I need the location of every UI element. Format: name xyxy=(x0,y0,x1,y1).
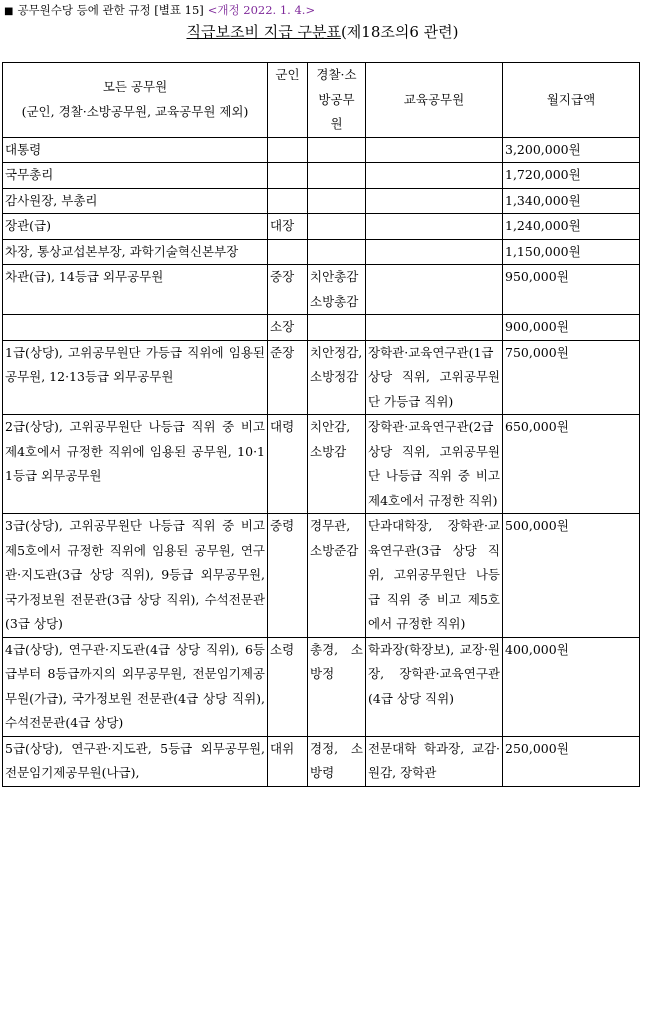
cell-monthly-amount: 900,000원 xyxy=(503,315,640,341)
col-header-military: 군인 xyxy=(268,63,308,138)
cell-monthly-amount: 750,000원 xyxy=(503,340,640,415)
cell-military xyxy=(268,163,308,189)
cell-police-fire: 경정, 소방령 xyxy=(308,736,366,786)
col-header-monthly-amount: 월지급액 xyxy=(503,63,640,138)
table-row xyxy=(3,315,640,341)
cell-military: 소령 xyxy=(268,637,308,736)
cell-all-officials: 2급(상당), 고위공무원단 나등급 직위 중 비고 제4호에서 규정한 직위에 임용된 공무원, 10·11등급 외무공무원 xyxy=(3,415,268,514)
cell-monthly-amount: 3,200,000원 xyxy=(503,137,640,163)
cell-military xyxy=(268,137,308,163)
cell-education: 전문대학 학과장, 교감·원감, 장학관 xyxy=(366,736,503,786)
cell-education: 장학관·교육연구관(1급 상당 직위, 고위공무원단 가등급 직위) xyxy=(366,340,503,415)
cell-education: 학과장(학장보), 교장·원장, 장학관·교육연구관(4급 상당 직위) xyxy=(366,637,503,736)
cell-police-fire: 치안총감 소방총감 xyxy=(308,265,366,315)
table-row xyxy=(3,637,640,736)
cell-all-officials: 국무총리 xyxy=(3,163,268,189)
page-title xyxy=(0,22,645,42)
col-header-education: 교육공무원 xyxy=(366,63,503,138)
cell-education xyxy=(366,315,503,341)
cell-police-fire xyxy=(308,315,366,341)
table-row xyxy=(3,514,640,638)
regulation-header xyxy=(4,2,315,20)
table-header-row xyxy=(3,63,640,138)
cell-police-fire xyxy=(308,214,366,240)
cell-all-officials: 감사원장, 부총리 xyxy=(3,188,268,214)
cell-police-fire: 경무관, 소방준감 xyxy=(308,514,366,638)
cell-military xyxy=(268,239,308,265)
cell-military: 대장 xyxy=(268,214,308,240)
cell-monthly-amount: 1,720,000원 xyxy=(503,163,640,189)
table-row xyxy=(3,137,640,163)
cell-education xyxy=(366,163,503,189)
cell-police-fire: 치안감, 소방감 xyxy=(308,415,366,514)
regulation-reference: 공무원수당 등에 관한 규정 [별표 15] xyxy=(17,3,204,17)
cell-monthly-amount: 950,000원 xyxy=(503,265,640,315)
table-row xyxy=(3,214,640,240)
cell-education xyxy=(366,265,503,315)
cell-monthly-amount: 1,150,000원 xyxy=(503,239,640,265)
cell-monthly-amount: 500,000원 xyxy=(503,514,640,638)
cell-military: 중령 xyxy=(268,514,308,638)
col-header-all-line2: (군인, 경찰·소방공무원, 교육공무원 제외) xyxy=(21,103,249,119)
title-sub: (제18조의6 관련) xyxy=(340,23,459,41)
table-row xyxy=(3,415,640,514)
cell-police-fire xyxy=(308,137,366,163)
cell-military: 소장 xyxy=(268,315,308,341)
cell-monthly-amount: 1,340,000원 xyxy=(503,188,640,214)
table-row xyxy=(3,340,640,415)
table-row xyxy=(3,163,640,189)
col-header-all-officials xyxy=(3,63,268,138)
cell-military: 대위 xyxy=(268,736,308,786)
cell-education xyxy=(366,214,503,240)
cell-education: 단과대학장, 장학관·교육연구관(3급 상당 직위, 고위공무원단 나등급 직위 중 비고 제5호에서 규정한 직위) xyxy=(366,514,503,638)
cell-monthly-amount: 650,000원 xyxy=(503,415,640,514)
cell-police-fire xyxy=(308,188,366,214)
cell-military: 준장 xyxy=(268,340,308,415)
cell-military: 대령 xyxy=(268,415,308,514)
amendment-date: <개정 2022. 1. 4.> xyxy=(207,3,316,17)
cell-police-fire: 총경, 소방정 xyxy=(308,637,366,736)
table-row xyxy=(3,265,640,315)
cell-education xyxy=(366,137,503,163)
cell-all-officials: 차관(급), 14등급 외무공무원 xyxy=(3,265,268,315)
cell-all-officials: 3급(상당), 고위공무원단 나등급 직위 중 비고 제5호에서 규정한 직위에 임용된 공무원, 연구관·지도관(3급 상당 직위), 9등급 외무공무원, 국가정보원 전문관(3급 상당 직위), 수석전문관(3급 상당) xyxy=(3,514,268,638)
cell-education: 장학관·교육연구관(2급 상당 직위, 고위공무원단 나등급 직위 중 비고 제4호에서 규정한 직위) xyxy=(366,415,503,514)
cell-all-officials: 1급(상당), 고위공무원단 가등급 직위에 임용된 공무원, 12·13등급 외무공무원 xyxy=(3,340,268,415)
cell-all-officials: 차장, 통상교섭본부장, 과학기술혁신본부장 xyxy=(3,239,268,265)
cell-monthly-amount: 400,000원 xyxy=(503,637,640,736)
cell-police-fire: 치안정감, 소방정감 xyxy=(308,340,366,415)
cell-all-officials: 4급(상당), 연구관·지도관(4급 상당 직위), 6등급부터 8등급까지의 외무공무원, 전문임기제공무원(가급), 국가정보원 전문관(4급 상당 직위), 수석전문관(4급 상당) xyxy=(3,637,268,736)
cell-education xyxy=(366,188,503,214)
cell-all-officials: 대통령 xyxy=(3,137,268,163)
col-header-police-fire: 경찰·소방공무원 xyxy=(308,63,366,138)
cell-military xyxy=(268,188,308,214)
allowance-table xyxy=(2,62,640,787)
cell-monthly-amount: 1,240,000원 xyxy=(503,214,640,240)
square-bullet-icon: ■ xyxy=(4,6,14,17)
table-row xyxy=(3,188,640,214)
table-row xyxy=(3,736,640,786)
cell-police-fire xyxy=(308,239,366,265)
cell-military: 중장 xyxy=(268,265,308,315)
table-row xyxy=(3,239,640,265)
cell-monthly-amount: 250,000원 xyxy=(503,736,640,786)
cell-all-officials xyxy=(3,315,268,341)
cell-all-officials: 장관(급) xyxy=(3,214,268,240)
title-main: 직급보조비 지급 구분표 xyxy=(186,23,341,41)
cell-education xyxy=(366,239,503,265)
col-header-all-line1: 모든 공무원 xyxy=(102,79,168,95)
cell-police-fire xyxy=(308,163,366,189)
cell-all-officials: 5급(상당), 연구관·지도관, 5등급 외무공무원, 전문임기제공무원(나급), xyxy=(3,736,268,786)
